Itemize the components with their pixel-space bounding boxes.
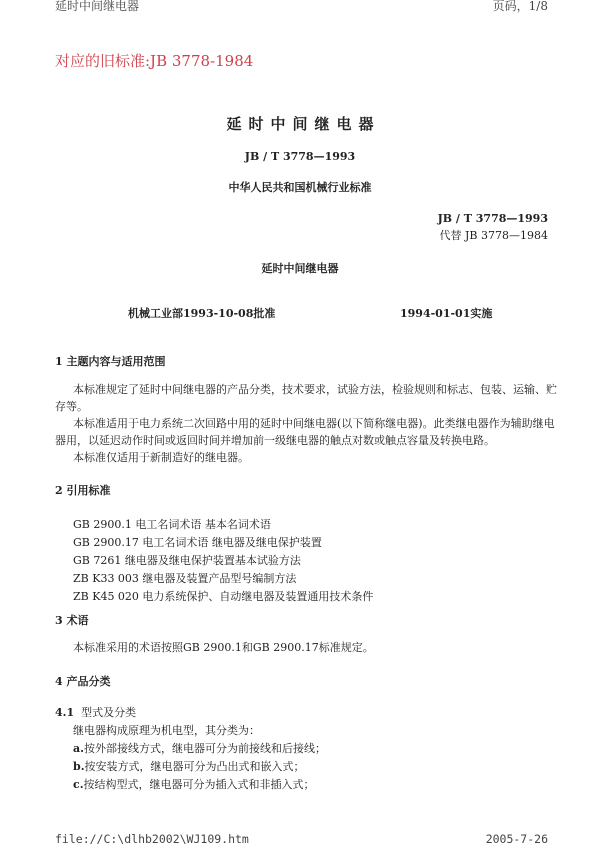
classification-item	[73, 761, 305, 772]
section-1-line: 本标准适用于电力系统二次回路中用的延时中间继电器(以下简称继电器)。此类继电器作为辅助继电	[73, 417, 555, 430]
footer-path: file://C:\dlhb2002\WJ109.htm	[55, 832, 249, 846]
section-1-line: 存等。	[55, 400, 88, 413]
item-label: a.	[73, 742, 84, 755]
effective-date: 1994-01-01实施	[400, 307, 493, 320]
doc-subtitle: 延时中间继电器	[261, 262, 339, 275]
subsection-title: 型式及分类	[81, 706, 137, 719]
footer-date: 2005-7-26	[485, 832, 548, 846]
subsection-number: 4.1	[55, 706, 75, 719]
doc-code: JB / T 3778—1993	[244, 150, 356, 163]
classification-item	[73, 779, 315, 790]
reference-item: GB 2900.17 电工名词术语 继电器及继电保护装置	[73, 536, 322, 549]
classification-item	[73, 743, 326, 754]
classification-intro: 继电器构成原理为机电型，其分类为：	[73, 724, 260, 737]
reference-item: ZB K45 020 电力系统保护、自动继电器及装置通用技术条件	[73, 590, 374, 603]
section-1-line: 器用，以延迟动作时间或返回时间并增加前一级继电器的触点对数或触点容量及转换电路。	[55, 434, 495, 447]
section-1-line: 本标准规定了延时中间继电器的产品分类，技术要求，试验方法，检验规则和标志、包装、运输、贮	[73, 383, 557, 396]
header-title: 延时中间继电器	[55, 0, 140, 13]
item-text: 按结构型式，继电器可分为插入式和非插入式；	[83, 778, 315, 791]
approved-date: 机械工业部1993-10-08批准	[128, 307, 276, 320]
reference-item: ZB K33 003 继电器及装置产品型号编制方法	[73, 572, 297, 585]
doc-title: 延时中间继电器	[226, 115, 381, 133]
item-text: 按安装方式，继电器可分为凸出式和嵌入式；	[84, 760, 305, 773]
old-standard-link[interactable]: 对应的旧标准:JB 3778-1984	[55, 52, 254, 70]
reference-item: GB 7261 继电器及继电保护装置基本试验方法	[73, 554, 301, 567]
item-label: b.	[73, 760, 85, 773]
subsection-4-1	[55, 707, 136, 718]
section-1-heading: 1 主题内容与适用范围	[55, 355, 166, 368]
doc-code-right: JB / T 3778—1993	[437, 212, 548, 225]
replaces-label: 代替 JB 3778—1984	[439, 229, 548, 242]
item-text: 按外部接线方式，继电器可分为前接线和后接线；	[83, 742, 326, 755]
item-label: c.	[73, 778, 84, 791]
section-3-heading: 3 术语	[55, 614, 89, 627]
industry-label: 中华人民共和国机械行业标准	[228, 181, 372, 194]
section-3-text: 本标准采用的术语按照GB 2900.1和GB 2900.17标准规定。	[73, 641, 374, 654]
page-number: 页码，1/8	[492, 0, 548, 13]
section-2-heading: 2 引用标准	[55, 484, 111, 497]
reference-item: GB 2900.1 电工名词术语 基本名词术语	[73, 518, 271, 531]
section-4-heading: 4 产品分类	[55, 675, 111, 688]
section-1-line: 本标准仅适用于新制造好的继电器。	[73, 451, 249, 464]
